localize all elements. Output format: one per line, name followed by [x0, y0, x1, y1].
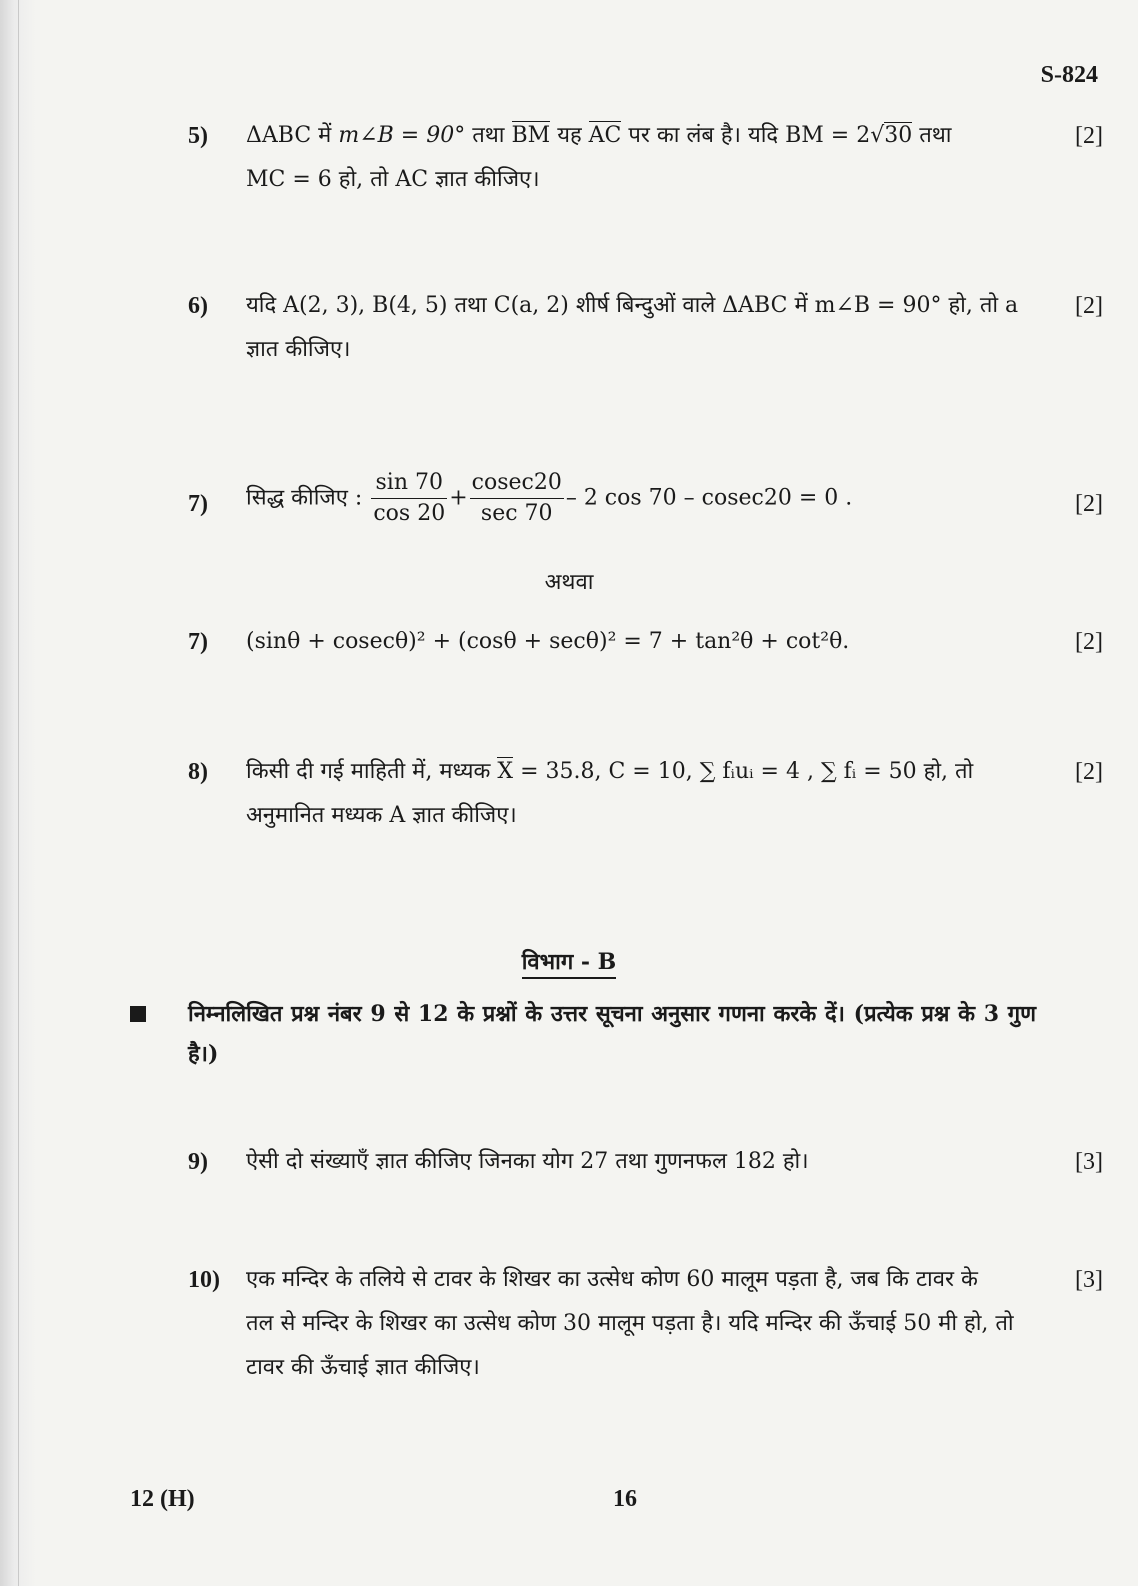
section-instruction: निम्नलिखित प्रश्न नंबर 9 से 12 के प्रश्नों के उत्तर सूचना अनुसार गणना करके दें। (प्रत्येक प्रश्न के 3 गुण है।)	[188, 1001, 1036, 1067]
fraction: $\frac{cosec20}{\sec 70}$	[471, 470, 562, 526]
page-number: 16	[613, 1486, 637, 1512]
question-number: 8)	[188, 759, 208, 785]
bullet-square-icon	[130, 1006, 146, 1022]
marks: [3]	[1075, 1149, 1103, 1175]
question-text: ऐसी दो संख्याएँ ज्ञात कीजिए जिनका योग 27 तथा गुणनफल 182 हो।	[246, 1149, 809, 1174]
question-number: 10)	[188, 1267, 220, 1293]
footer-code: 12 (H)	[130, 1486, 195, 1512]
question-number: 7)	[188, 491, 208, 517]
question-7-alternative	[188, 620, 1103, 664]
marks: [2]	[1075, 629, 1103, 655]
question-number: 9)	[188, 1149, 208, 1175]
question-text: सिद्ध कीजिए : $\frac{\sin 70}{\cos 20}$ + $\frac{cosec20}{\sec 70}$ – 2 cos 70 – cosec20 = 0 .	[246, 468, 1033, 529]
marks: [2]	[1075, 759, 1103, 785]
section-title: विभाग - B	[0, 946, 1138, 976]
question-6	[188, 284, 1103, 374]
question-text: यदि A(2, 3), B(4, 5) तथा C(a, 2) शीर्ष बिन्दुओं वाले ΔABC में m∠B = 90° हो, तो a ज्ञात कीजिए।	[246, 293, 1019, 362]
marks: [2]	[1075, 293, 1103, 319]
question-5	[188, 114, 1103, 204]
paper-code: S-824	[1040, 62, 1098, 88]
or-label: अथवा	[544, 570, 594, 595]
fraction: $\frac{\sin 70}{\cos 20}$	[373, 470, 446, 526]
page-edge	[0, 0, 36, 1586]
marks: [2]	[1075, 491, 1103, 517]
question-7	[188, 468, 1103, 532]
question-8	[188, 750, 1103, 840]
question-text: किसी दी गई माहिती में, मध्यक X = 35.8, C = 10, ∑ fᵢuᵢ = 4 , ∑ fᵢ = 50 हो, तो अनुमानित मध्यक A ज्ञात कीजिए।	[246, 759, 974, 828]
question-text: ΔABC में m∠B = 90° तथा BM यह AC पर का लंब है। यदि BM = 2√30 तथा MC = 6 हो, तो AC ज्ञात कीजिए।	[246, 123, 952, 192]
question-text: एक मन्दिर के तलिये से टावर के शिखर का उत्सेध कोण 60 मालूम पड़ता है, जब कि टावर के तल से मन्दिर के शिखर का उत्सेध कोण 30 मालूम पड़ता है। यदि मन्दिर की ऊँचाई 50 मी हो, तो टावर की ऊँचाई ज्ञात कीजिए।	[246, 1267, 1014, 1380]
question-text: (sinθ + cosecθ)² + (cosθ + secθ)² = 7 + tan²θ + cot²θ.	[246, 629, 850, 654]
marks: [3]	[1075, 1267, 1103, 1293]
question-number: 6)	[188, 293, 208, 319]
question-number: 5)	[188, 123, 208, 149]
marks: [2]	[1075, 123, 1103, 149]
question-9	[188, 1140, 1103, 1184]
question-10	[188, 1258, 1103, 1390]
question-number: 7)	[188, 629, 208, 655]
